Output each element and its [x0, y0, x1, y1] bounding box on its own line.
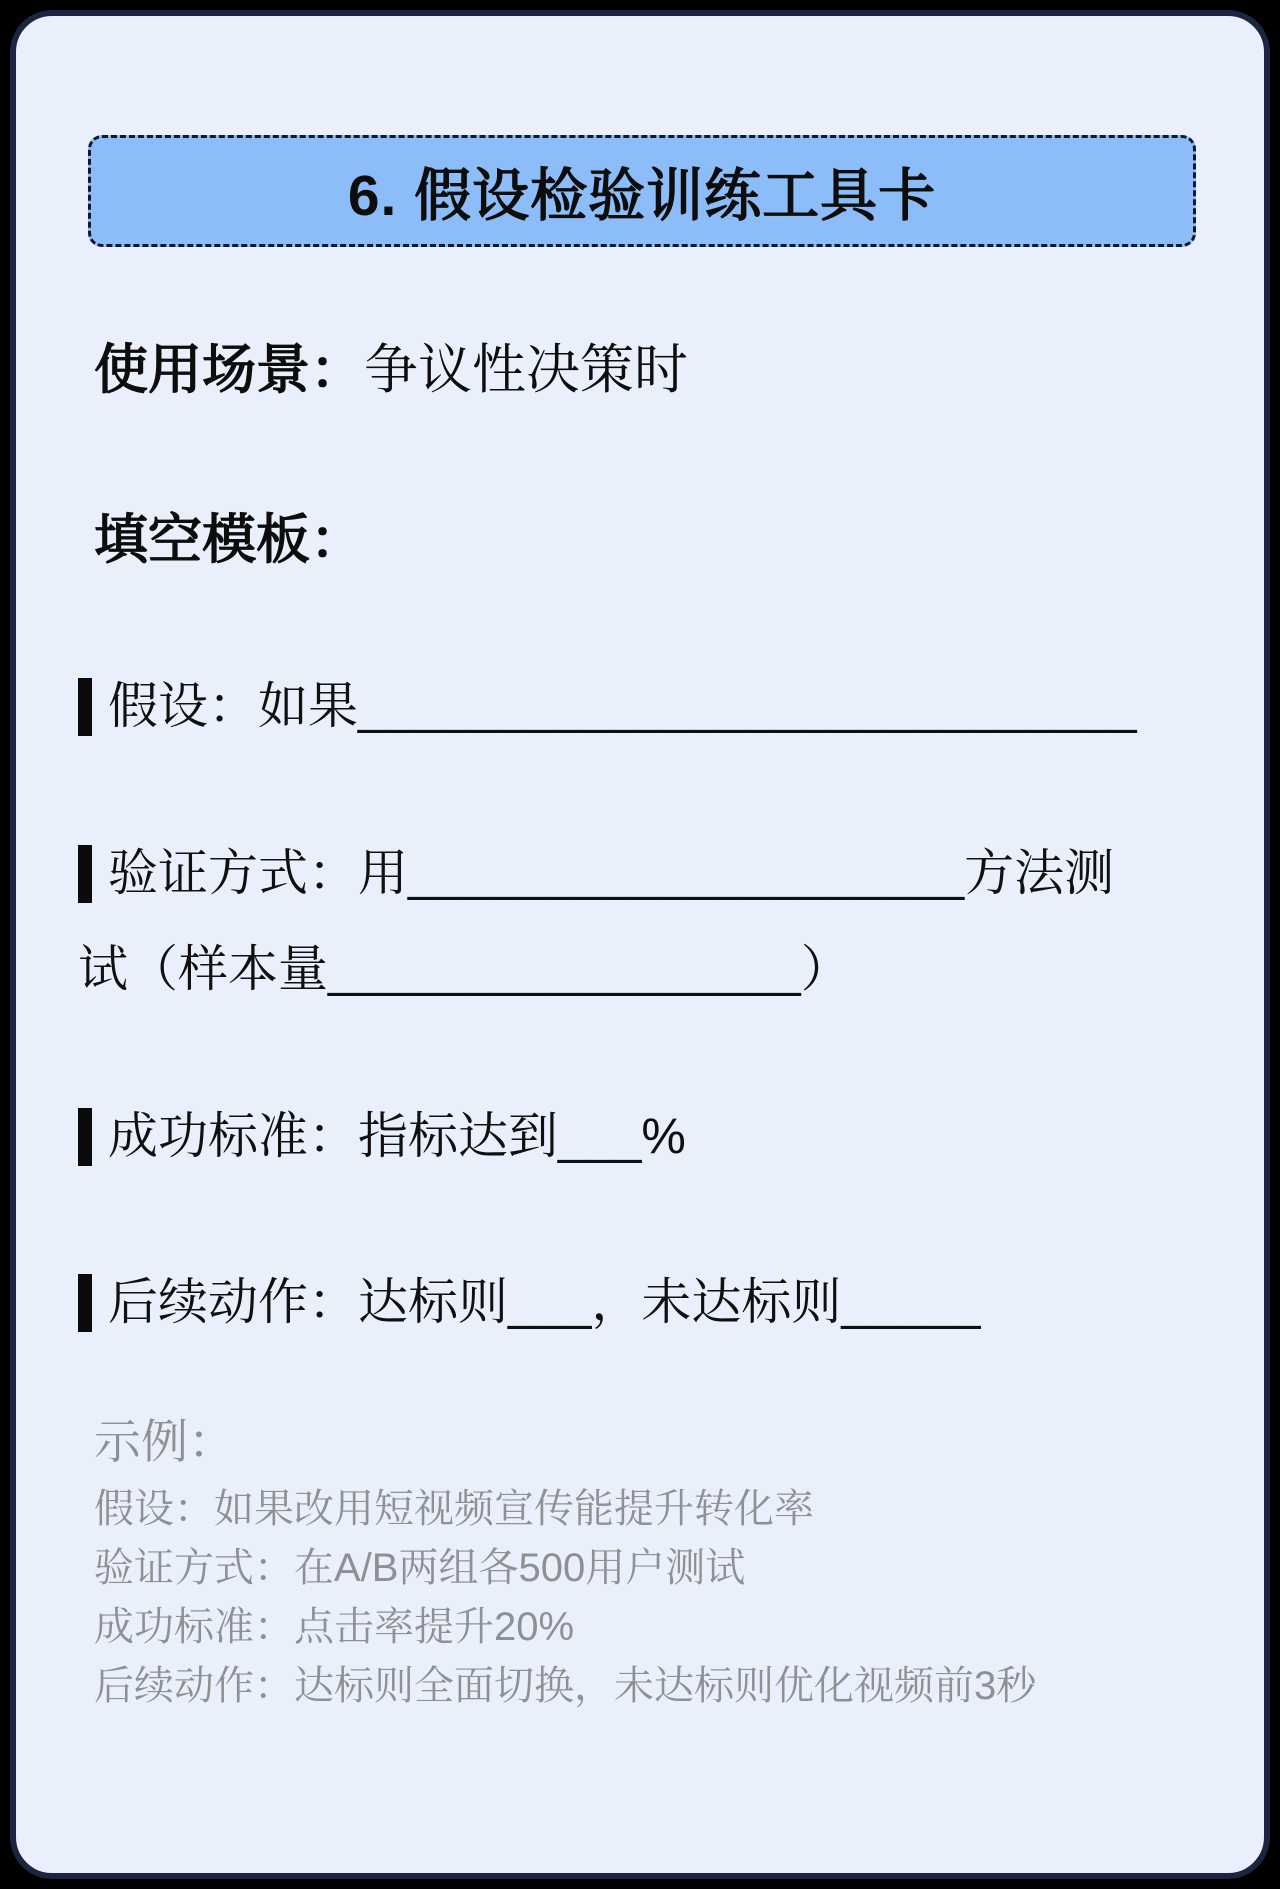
template-item-text: 验证方式：用____________________方法测 [108, 844, 1115, 901]
usage-scenario-label: 使用场景： [94, 340, 364, 400]
template-item-success-criteria [78, 1105, 1194, 1168]
example-section [94, 1414, 1194, 1709]
bar-marker-icon [78, 1108, 92, 1166]
template-item-followup-action [78, 1271, 1194, 1334]
example-line-hypothesis: 假设：如果改用短视频宣传能提升转化率 [94, 1487, 814, 1532]
example-line-success-criteria: 成功标准：点击率提升20% [94, 1605, 575, 1650]
template-section-heading: 填空模板： [94, 510, 364, 571]
bar-marker-icon [78, 678, 92, 736]
template-item-text: 试（样本量_________________） [78, 941, 851, 998]
example-line-followup-action: 后续动作：达标则全面切换，未达标则优化视频前3秒 [94, 1664, 1037, 1709]
template-item-verification [78, 842, 1194, 905]
card-title: 6. 假设检验训练工具卡 [347, 164, 937, 228]
tool-card [10, 10, 1270, 1879]
template-item-verification-continued [78, 938, 1194, 1001]
example-heading: 示例： [94, 1414, 235, 1468]
bar-marker-icon [78, 845, 92, 903]
template-item-text: 后续动作：达标则___，未达标则_____ [108, 1274, 981, 1331]
template-item-hypothesis [78, 675, 1194, 738]
bar-marker-icon [78, 1274, 92, 1332]
template-item-text: 假设：如果____________________________ [108, 678, 1137, 735]
usage-scenario-line [94, 339, 1194, 401]
template-item-text: 成功标准：指标达到___% [108, 1107, 686, 1164]
usage-scenario-value: 争议性决策时 [364, 340, 688, 400]
card-header [88, 135, 1196, 247]
example-line-verification: 验证方式：在A/B两组各500用户测试 [94, 1546, 746, 1591]
